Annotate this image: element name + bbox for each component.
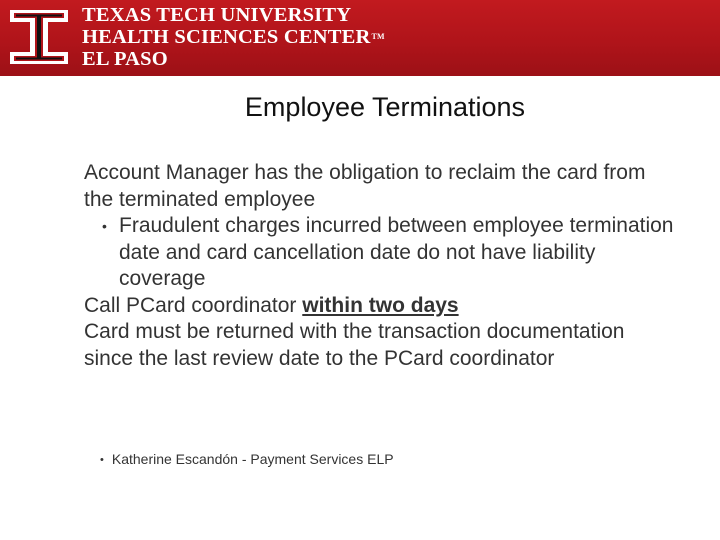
paragraph-account-manager: Account Manager has the obligation to reclaim the card from the terminated employee — [84, 161, 646, 211]
institution-line-2 — [82, 26, 385, 48]
call-coordinator-text: Call PCard coordinator — [84, 293, 303, 317]
footer-text: Katherine Escandón - Payment Services ELP — [111, 451, 394, 467]
double-t-logo-icon — [8, 6, 70, 70]
footer-bullet-marker: • — [100, 454, 104, 466]
institution-name — [82, 4, 385, 70]
paragraph-call-coordinator — [84, 293, 674, 320]
paragraph-card-returned: Card must be returned with the transaction documentation since the last review date to the PCard coordinator — [84, 320, 625, 370]
sub-bullet-fraudulent-charges — [84, 213, 674, 293]
sub-bullet-text: Fraudulent charges incurred between employee termination date and card cancellation date do not have liability coverage — [119, 214, 674, 290]
trademark-mark: TM — [371, 32, 385, 41]
bullet-marker: • — [102, 218, 107, 234]
institution-line-3: EL PASO — [82, 48, 168, 70]
institution-line-1: TEXAS TECH UNIVERSITY — [82, 4, 352, 26]
slide-body — [84, 160, 674, 372]
footer-note — [100, 451, 394, 467]
slide-title: Employee Terminations — [244, 92, 526, 122]
within-two-days-emphasis: within two days — [302, 293, 459, 317]
institution-line-2-text: HEALTH SCIENCES CENTER — [82, 26, 371, 48]
header-banner — [0, 0, 720, 76]
